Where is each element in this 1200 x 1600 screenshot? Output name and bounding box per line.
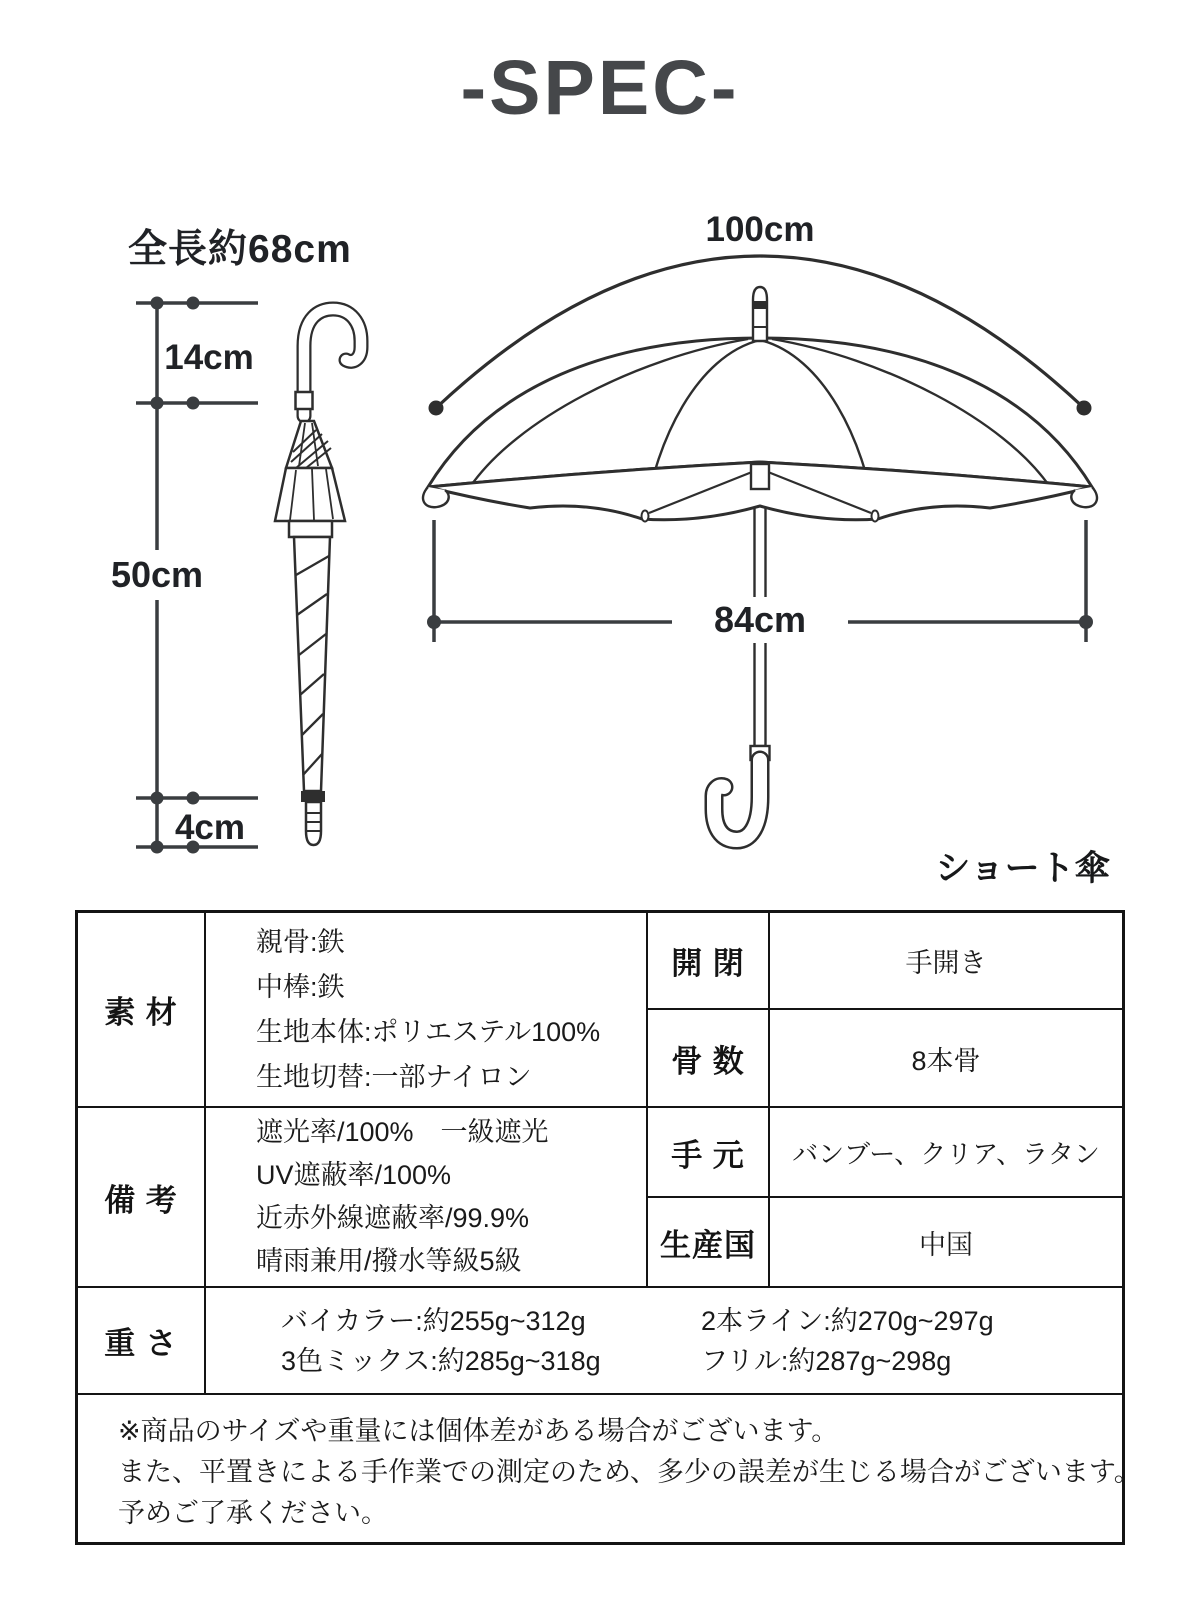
weight-line: 3色ミックス:約285g~318g: [281, 1345, 601, 1376]
weight-line: 2本ライン:約270g~297g: [701, 1305, 994, 1336]
material-value: [206, 913, 646, 1106]
open-close-label: 開 閉: [648, 913, 768, 1008]
material-line: 生地切替:一部ナイロン: [256, 1061, 532, 1092]
open-umbrella-art: [423, 287, 1097, 840]
handle-label: 手 元: [648, 1108, 768, 1196]
diameter-dimension: 84cm: [672, 597, 848, 643]
closed-umbrella-art: [275, 309, 361, 845]
umbrella-type-label: ショート傘: [935, 849, 1110, 888]
disclaimer-line: また、平置きによる手作業での測定のため、多少の誤差が生じる場合がございます。: [118, 1457, 1141, 1487]
weight-column-2: [701, 1301, 994, 1381]
weight-value: [206, 1288, 1122, 1393]
handle-value: バンブー、クリア、ラタン: [770, 1108, 1122, 1196]
material-line: 中棒:鉄: [256, 971, 345, 1002]
rib-count-label: 骨 数: [648, 1010, 768, 1106]
body-section-dimension: 50cm: [105, 550, 209, 600]
notes-line: 晴雨兼用/撥水等級5級: [256, 1246, 522, 1276]
open-umbrella-diagram: [410, 195, 1110, 925]
rib-count-value: 8本骨: [770, 1010, 1122, 1106]
weight-column-1: [281, 1301, 701, 1381]
weight-label: 重 さ: [78, 1288, 204, 1393]
notes-line: UV遮蔽率/100%: [256, 1160, 452, 1190]
country-value: 中国: [770, 1198, 1122, 1286]
notes-line: 近赤外線遮蔽率/99.9%: [256, 1203, 530, 1233]
material-line: 親骨:鉄: [256, 926, 345, 957]
arc-width-dimension: 100cm: [705, 210, 815, 249]
disclaimer-line: ※商品のサイズや重量には個体差がある場合がございます。: [118, 1416, 839, 1446]
notes-value: [206, 1108, 646, 1286]
handle-section-dimension: 14cm: [164, 338, 254, 377]
notes-line: 遮光率/100% 一級遮光: [256, 1117, 549, 1147]
weight-line: フリル:約287g~298g: [701, 1345, 952, 1376]
disclaimer-line: 予めご了承ください。: [118, 1498, 388, 1528]
notes-label: 備 考: [78, 1108, 204, 1286]
spec-table: [75, 910, 1141, 1545]
page-title: -SPEC-: [460, 45, 740, 131]
tip-section-dimension: 4cm: [174, 808, 246, 847]
total-length-label: 全長約68cm: [128, 228, 352, 271]
material-label: 素 材: [78, 913, 204, 1106]
country-label: 生産国: [648, 1198, 768, 1286]
disclaimer: [78, 1395, 1141, 1542]
open-close-value: 手開き: [770, 913, 1122, 1008]
material-line: 生地本体:ポリエステル100%: [256, 1016, 601, 1047]
weight-line: バイカラー:約255g~312g: [281, 1305, 586, 1336]
